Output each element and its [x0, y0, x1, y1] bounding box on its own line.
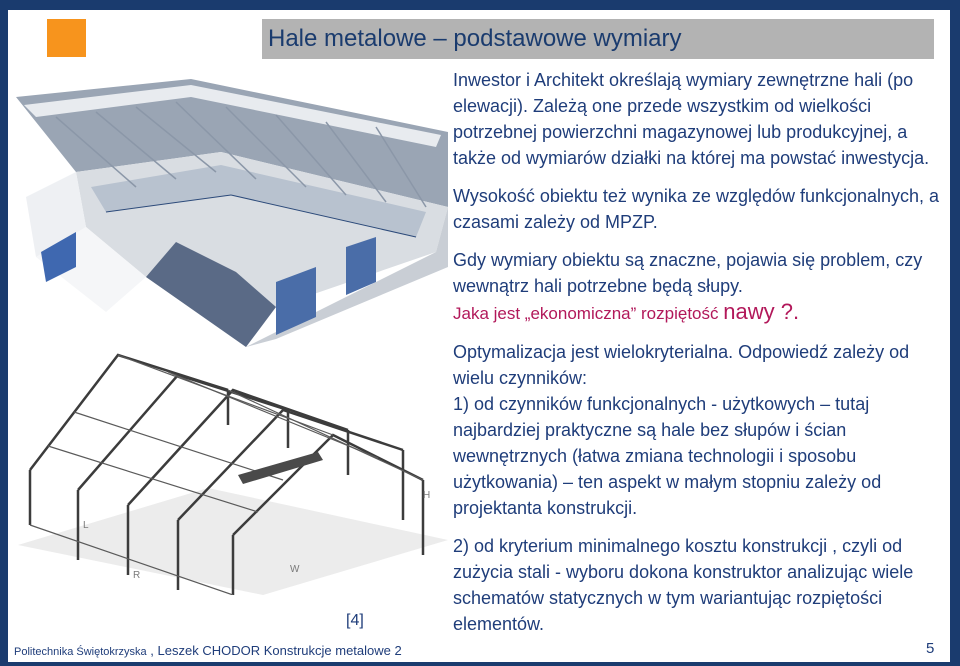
slide-body: [453, 67, 941, 637]
orange-square-logo: [47, 19, 86, 57]
footer-school: Politechnika Świętokrzyska: [14, 646, 147, 658]
paragraph-optimization: Optymalizacja jest wielokryterialna. Odpowiedź zależy od wielu czynników:: [453, 342, 910, 388]
paragraph-cost: 2) od kryterium minimalnego kosztu konstrukcji , czyli od zużycia stali - wyboru dokona konstruktor analizując wiele schematów statycznych w tym wariantując rozpiętości elementów.: [453, 536, 914, 634]
hall-building-illustration: [16, 77, 448, 347]
frame-label-h: H: [423, 490, 431, 501]
question-text: Jaka jest „ekonomiczna” rozpiętość: [453, 304, 724, 323]
footer-author: Leszek CHODOR Konstrukcje metalowe 2: [157, 643, 402, 658]
frame-label-w: W: [290, 564, 300, 575]
paragraph-functional: 1) od czynników funkcjonalnych - użytkowych – tutaj najbardziej praktyczne są hale bez słupów i ścian wewnętrznych (łatwa zmiana technologii i sposobu użytkowania) – ten aspekt w małym stopniu zależy od projektanta konstrukcji.: [453, 394, 882, 518]
question-emphasis: nawy ?.: [723, 299, 800, 324]
frame-label-r: R: [133, 570, 141, 581]
paragraph-height: Wysokość obiektu też wynika ze względów funkcjonalnych, a czasami zależy od MPZP.: [453, 186, 940, 232]
footer-separator: ,: [146, 643, 158, 658]
footer: [14, 643, 402, 658]
slide-title: Hale metalowe – podstawowe wymiary: [268, 25, 682, 52]
page-number: 5: [926, 640, 935, 657]
image-citation: [4]: [346, 612, 364, 629]
frame-label-l: L: [83, 520, 89, 531]
steel-frame-illustration: [18, 350, 450, 595]
question-line: [453, 299, 941, 327]
paragraph-columns: Gdy wymiary obiektu są znaczne, pojawia się problem, czy wewnątrz hali potrzebne będą słupy.: [453, 250, 923, 296]
paragraph-dimensions: Inwestor i Architekt określają wymiary zewnętrzne hali (po elewacji). Zależą one przede wszystkim od wielkości potrzebnej powierzchni magazynowej lub produkcyjnej, a także od wymiarów działki na której ma powstać inwestycja.: [453, 70, 930, 168]
